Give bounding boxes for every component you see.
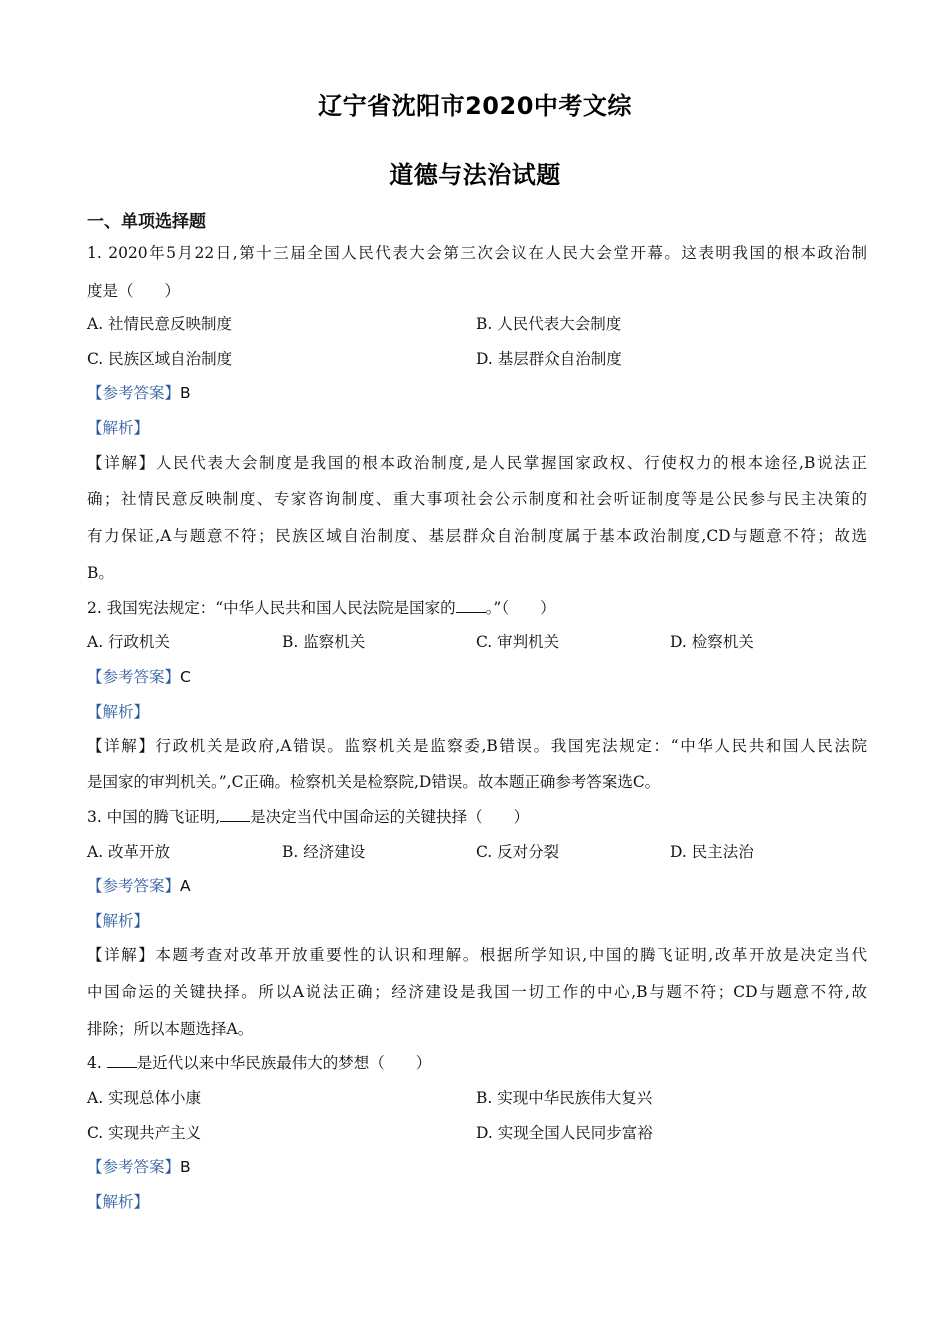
q3-analysis-label: 【解析】 [87, 912, 150, 930]
q1-option-b: B. 人民代表大会制度 [476, 315, 622, 333]
q1-stem-line1: 1. 2020年5月22日,第十三届全国人民代表大会第三次会议在人民大会堂开幕。这表明我国的根本政治制 [87, 244, 867, 262]
answer-label: 【参考答案】 [87, 1158, 181, 1176]
q4-analysis-label: 【解析】 [87, 1193, 150, 1211]
stem-before: 3. 中国的腾飞证明, [87, 808, 221, 826]
stem-after: 。”（ ） [485, 599, 556, 617]
fill-blank [107, 1053, 137, 1068]
stem-after: 是近代以来中华民族最伟大的梦想（ ） [136, 1054, 432, 1072]
q2-detail-line2: 是国家的审判机关。”,C正确。检察机关是检察院,D错误。故本题正确参考答案选C。 [87, 773, 661, 791]
detail-text: 行政机关是政府,A错误。监察机关是监察委,B错误。我国宪法规定：“中华人民共和国人民法院 [155, 737, 867, 755]
q1-detail-line3: 有力保证,A与题意不符；民族区域自治制度、基层群众自治制度属于基本政治制度,CD与题意不符；故选 [87, 527, 867, 545]
q3-detail-line3: 排除；所以本题选择A。 [87, 1020, 254, 1038]
q1-stem-line2: 度是（ ） [87, 282, 181, 300]
q4-option-b: B. 实现中华民族伟大复兴 [476, 1089, 653, 1107]
q1-detail-line2: 确；社情民意反映制度、专家咨询制度、重大事项社会公示制度和社会听证制度等是公民参与民主决策的 [87, 490, 867, 508]
fill-blank [456, 598, 486, 613]
detail-label: 【详解】 [87, 737, 156, 755]
answer-value: A [180, 877, 191, 895]
q3-answer [87, 875, 867, 897]
q3-option-c: C. 反对分裂 [476, 843, 560, 861]
q4-option-c: C. 实现共产主义 [87, 1124, 202, 1142]
stem-before: 4. [87, 1054, 102, 1072]
answer-value: C [180, 668, 191, 686]
answer-label: 【参考答案】 [87, 668, 181, 686]
q4-stem [87, 1052, 867, 1074]
answer-value: B [180, 384, 191, 402]
q4-answer [87, 1156, 867, 1178]
answer-label: 【参考答案】 [87, 877, 181, 895]
q1-option-c: C. 民族区域自治制度 [87, 350, 233, 368]
q2-option-a: A. 行政机关 [87, 633, 171, 651]
q2-answer [87, 666, 867, 688]
stem-before: 2. 我国宪法规定：“中华人民共和国人民法院是国家的 [87, 599, 456, 617]
q3-detail-line1 [87, 944, 867, 966]
answer-label: 【参考答案】 [87, 384, 181, 402]
answer-value: B [180, 1158, 191, 1176]
detail-text: 人民代表大会制度是我国的根本政治制度,是人民掌握国家政权、行使权力的根本途径,B说法正 [155, 454, 867, 472]
detail-label: 【详解】 [87, 454, 156, 472]
q1-detail-line4: B。 [87, 564, 114, 582]
q2-option-d: D. 检察机关 [670, 633, 754, 651]
q3-detail-line2: 中国命运的关键抉择。所以A说法正确；经济建设是我国一切工作的中心,B与题不符；CD与题意不符,故 [87, 983, 867, 1001]
q1-answer [87, 382, 867, 404]
section-heading: 一、单项选择题 [87, 212, 206, 232]
q3-option-d: D. 民主法治 [670, 843, 754, 861]
q2-analysis-label: 【解析】 [87, 703, 150, 721]
q1-detail-line1 [87, 452, 867, 474]
q4-option-d: D. 实现全国人民同步富裕 [476, 1124, 653, 1142]
q3-option-a: A. 改革开放 [87, 843, 171, 861]
stem-after: 是决定当代中国命运的关键抉择（ ） [250, 808, 530, 826]
document-subtitle: 道德与法治试题 [389, 161, 561, 189]
q2-detail-line1 [87, 735, 867, 757]
detail-label: 【详解】 [87, 946, 156, 964]
q4-option-a: A. 实现总体小康 [87, 1089, 202, 1107]
document-title: 辽宁省沈阳市2020中考文综 [318, 92, 632, 120]
fill-blank [220, 807, 250, 822]
detail-text: 本题考查对改革开放重要性的认识和理解。根据所学知识,中国的腾飞证明,改革开放是决定当代 [155, 946, 867, 964]
q2-stem [87, 597, 867, 619]
q1-option-d: D. 基层群众自治制度 [476, 350, 622, 368]
q1-option-a: A. 社情民意反映制度 [87, 315, 233, 333]
q3-option-b: B. 经济建设 [282, 843, 366, 861]
q3-stem [87, 806, 867, 828]
q1-analysis-label: 【解析】 [87, 419, 150, 437]
q2-option-b: B. 监察机关 [282, 633, 366, 651]
q2-option-c: C. 审判机关 [476, 633, 560, 651]
